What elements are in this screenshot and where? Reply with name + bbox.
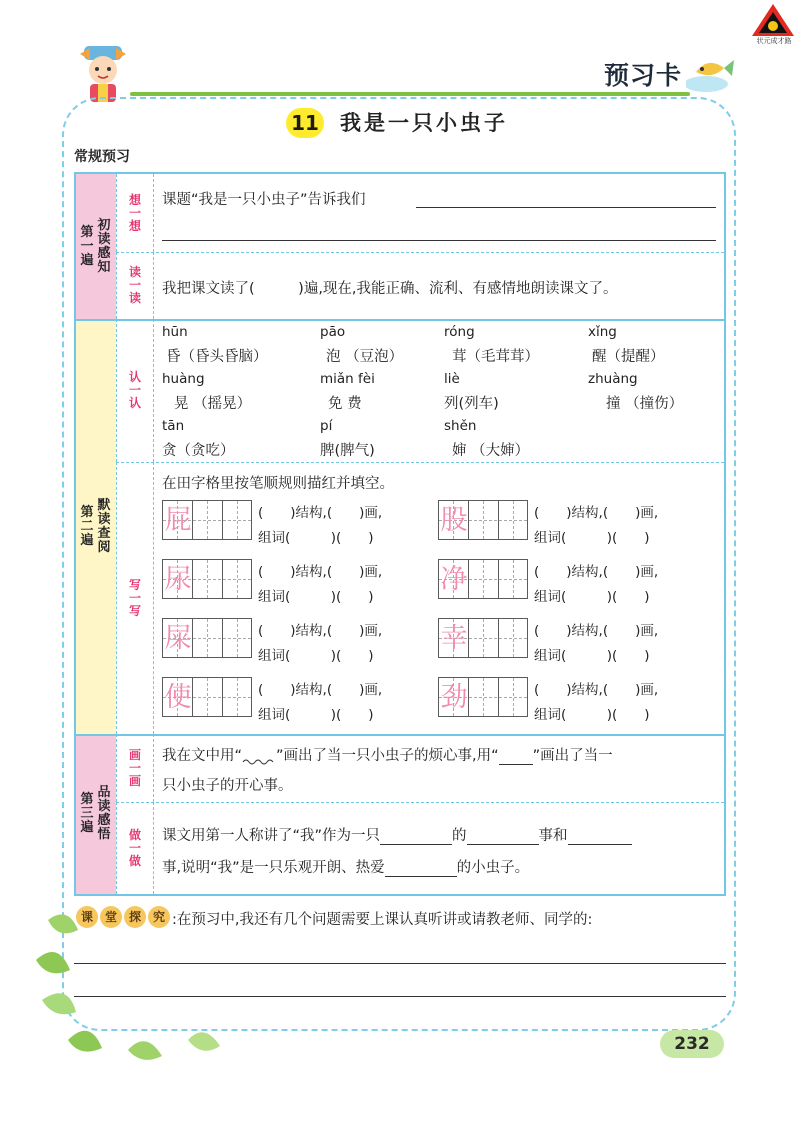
inquiry-prompt: :在预习中,我还有几个问题需要上课认真听讲或请教老师、同学的: bbox=[172, 912, 593, 928]
divider bbox=[116, 252, 724, 253]
word-prompt[interactable]: 组词( )( ) bbox=[534, 530, 650, 546]
word-entry: 免 费 bbox=[328, 396, 362, 412]
pinyin: tān bbox=[162, 418, 185, 434]
pinyin: róng bbox=[444, 324, 475, 340]
pinyin: liè bbox=[444, 371, 460, 387]
section-label: 常规预习 bbox=[74, 149, 130, 165]
band-second-reading: 第 二 遍 默 读 查 阅 bbox=[76, 319, 116, 734]
tag-char: 堂 bbox=[100, 906, 122, 928]
word-entry: 茸（毛茸茸） bbox=[452, 349, 539, 365]
trace-character: 屁 bbox=[164, 505, 192, 536]
blank[interactable] bbox=[467, 830, 539, 845]
pinyin: shěn bbox=[444, 418, 477, 434]
trace-character: 尿 bbox=[164, 564, 192, 595]
tianzige-box bbox=[162, 559, 252, 599]
pinyin: pāo bbox=[320, 324, 346, 340]
wavy-line-sample bbox=[242, 751, 276, 765]
tag-char: 探 bbox=[124, 906, 146, 928]
trace-character: 幸 bbox=[440, 623, 468, 654]
structure-strokes-prompt[interactable]: ( )结构,( )画, bbox=[258, 682, 383, 698]
tianzige-box bbox=[162, 677, 252, 717]
tianzige-box bbox=[162, 618, 252, 658]
activity-recognize: 认 一 认 bbox=[116, 319, 154, 462]
page-number: 232 bbox=[660, 1030, 724, 1058]
header-rule bbox=[130, 92, 690, 96]
structure-strokes-prompt[interactable]: ( )结构,( )画, bbox=[258, 623, 383, 639]
band-third-reading: 第 三 遍 品 读 感 悟 bbox=[76, 734, 116, 894]
word-prompt[interactable]: 组词( )( ) bbox=[258, 648, 374, 664]
divider bbox=[116, 802, 724, 803]
pinyin: zhuàng bbox=[588, 371, 638, 387]
question-title-meaning: 课题“我是一只小虫子”告诉我们 bbox=[162, 192, 366, 208]
straight-line-sample bbox=[499, 750, 533, 765]
structure-strokes-prompt[interactable]: ( )结构,( )画, bbox=[534, 682, 659, 698]
tianzige-box bbox=[438, 559, 528, 599]
word-prompt[interactable]: 组词( )( ) bbox=[258, 530, 374, 546]
word-entry: 贪（贪吃） bbox=[162, 443, 235, 459]
word-prompt[interactable]: 组词( )( ) bbox=[534, 589, 650, 605]
lesson-number-badge: 11 bbox=[286, 108, 324, 138]
activity-draw: 画 一 画 bbox=[116, 734, 154, 802]
word-entry: 脾(脾气) bbox=[320, 443, 375, 459]
logo-text: 状元成才路 bbox=[756, 37, 792, 45]
activity-read: 读 一 读 bbox=[116, 252, 154, 319]
pinyin: huàng bbox=[162, 371, 205, 387]
structure-strokes-prompt[interactable]: ( )结构,( )画, bbox=[534, 564, 659, 580]
word-prompt[interactable]: 组词( )( ) bbox=[534, 648, 650, 664]
answer-line[interactable] bbox=[74, 996, 726, 997]
tag-char: 课 bbox=[76, 906, 98, 928]
word-entry: 列(列车) bbox=[444, 396, 499, 412]
header-label: 预习卡 bbox=[604, 61, 683, 90]
pinyin: hūn bbox=[162, 324, 188, 340]
write-instruction: 在田字格里按笔顺规则描红并填空。 bbox=[162, 476, 394, 492]
tag-char: 究 bbox=[148, 906, 170, 928]
tianzige-box bbox=[438, 677, 528, 717]
tianzige-box bbox=[438, 618, 528, 658]
lesson-title: 我是一只小虫子 bbox=[340, 111, 508, 135]
answer-line[interactable] bbox=[162, 240, 716, 241]
blank[interactable] bbox=[568, 830, 632, 845]
word-prompt[interactable]: 组词( )( ) bbox=[258, 589, 374, 605]
pinyin: pí bbox=[320, 418, 333, 434]
structure-strokes-prompt[interactable]: ( )结构,( )画, bbox=[258, 505, 383, 521]
answer-line[interactable] bbox=[74, 963, 726, 964]
word-prompt[interactable]: 组词( )( ) bbox=[258, 707, 374, 723]
tianzige-box bbox=[438, 500, 528, 540]
structure-strokes-prompt[interactable]: ( )结构,( )画, bbox=[534, 623, 659, 639]
word-entry: 晃 （摇晃） bbox=[174, 396, 252, 412]
blank[interactable] bbox=[380, 830, 452, 845]
divider bbox=[116, 462, 724, 463]
blank[interactable] bbox=[385, 862, 457, 877]
divider bbox=[76, 734, 724, 736]
pinyin: miǎn fèi bbox=[320, 371, 375, 387]
word-prompt[interactable]: 组词( )( ) bbox=[534, 707, 650, 723]
word-entry: 醒（提醒） bbox=[592, 349, 665, 365]
trace-character: 屎 bbox=[164, 623, 192, 654]
question-read-times: 我把课文读了( )遍,现在,我能正确、流利、有感情地朗读课文了。 bbox=[162, 281, 618, 297]
activity-think: 想 一 想 bbox=[116, 174, 154, 252]
divider bbox=[76, 319, 724, 321]
fill-blank-line2: 事,说明“我”是一只乐观开朗、热爱 的小虫子。 bbox=[162, 860, 530, 876]
draw-instruction-cont: 只小虫子的开心事。 bbox=[162, 778, 293, 794]
preview-table bbox=[74, 172, 726, 896]
band-first-reading: 第 一 遍 初 读 感 知 bbox=[76, 174, 116, 319]
word-entry: 昏（昏头昏脑） bbox=[166, 349, 268, 365]
pinyin: xǐng bbox=[588, 324, 617, 340]
tianzige-box bbox=[162, 500, 252, 540]
answer-line[interactable] bbox=[416, 207, 716, 208]
fish-icon bbox=[686, 50, 736, 100]
activity-write: 写 一 写 bbox=[116, 462, 154, 734]
structure-strokes-prompt[interactable]: ( )结构,( )画, bbox=[258, 564, 383, 580]
draw-instruction: 我在文中用“ ”画出了当一只小虫子的烦心事,用“ ”画出了当一 bbox=[162, 748, 613, 764]
activity-do: 做 一 做 bbox=[116, 802, 154, 894]
trace-character: 净 bbox=[440, 564, 468, 595]
word-entry: 泡 （豆泡） bbox=[326, 349, 404, 365]
trace-character: 使 bbox=[164, 682, 192, 713]
fill-blank-line1: 课文用第一人称讲了“我”作为一只 的 事和 bbox=[162, 824, 632, 845]
structure-strokes-prompt[interactable]: ( )结构,( )画, bbox=[534, 505, 659, 521]
word-entry: 撞 （撞伤） bbox=[606, 396, 684, 412]
trace-character: 劲 bbox=[440, 682, 468, 713]
trace-character: 股 bbox=[440, 505, 468, 536]
word-entry: 婶 （大婶） bbox=[452, 443, 530, 459]
